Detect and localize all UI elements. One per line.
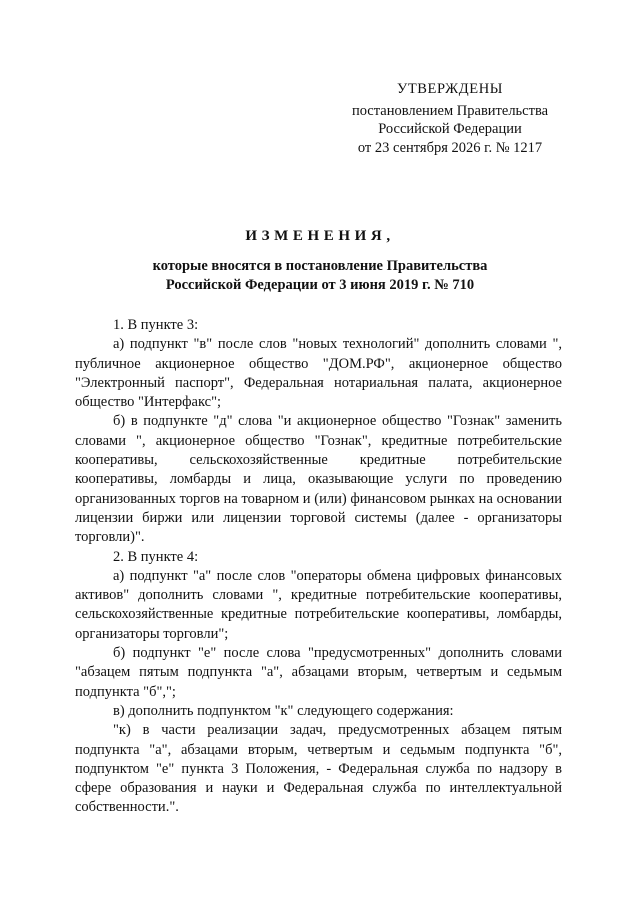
paragraph-subitem-1b: б) в подпункте "д" слова "и акционерное общество "Гознак" заменить словами ", акционерное общество "Гознак", кредитные потребительские кооперативы, сельскохозяйственные кредитные потребительские кооперативы, ломбарды и лица, оказывающие услуги по проведению организованных торгов на товарном и (или) финансовом рынках на основании лицензии биржи или лицензии торговой системы (далее - организаторы торговли)".	[75, 413, 562, 546]
document-subtitle	[0, 257, 640, 294]
document-heading	[0, 227, 640, 294]
paragraph-item-2: 2. В пункте 4:	[113, 548, 199, 565]
paragraph-subitem-1a: а) подпункт "в" после слов "новых технологий" дополнить словами ", публичное акционерное общество "ДОМ.РФ", акционерное общество "Электронный паспорт", Федеральная нотариальная палата, акционерное общество "Интерфакс";	[75, 336, 562, 411]
approval-line-2: Российской Федерации	[378, 121, 522, 137]
subtitle-line-2: Российской Федерации от 3 июня 2019 г. № 710	[165, 276, 475, 293]
approval-line-3: от 23 сентября 2026 г. № 1217	[357, 139, 543, 156]
approval-word: УТВЕРЖДЕНЫ	[396, 81, 504, 97]
approval-line-1: постановлением Правительства	[351, 102, 549, 119]
paragraph-quoted-item-k: "к) в части реализации задач, предусмотренных абзацем пятым подпункта "а", абзацами вторым, четвертым и седьмым подпункта "б", подпунктом "е" пункта 3 Положения, - Федеральная служба по надзору в сфере образования и науки и Федеральная служба по интеллектуальной собственности.".	[75, 722, 562, 816]
subtitle-line-1: которые вносятся в постановление Правительства	[152, 258, 488, 274]
paragraph-subitem-2b: б) подпункт "е" после слова "предусмотренных" дополнить словами "абзацем пятым подпункта "а", абзацами вторым, четвертым и седьмым подпункта "б",";	[75, 645, 562, 700]
document-title: ИЗМЕНЕНИЯ,	[245, 228, 395, 244]
paragraph-item-1: 1. В пункте 3:	[113, 317, 199, 333]
paragraph-subitem-2a: а) подпункт "а" после слов "операторы обмена цифровых финансовых активов" дополнить словами ", кредитные потребительские кооперативы, сельскохозяйственные кредитные потребительские кооперативы, ломбарды, организаторы торговли";	[75, 567, 562, 642]
document-body	[75, 316, 562, 818]
approval-stamp	[330, 80, 570, 157]
paragraph-subitem-2c: в) дополнить подпунктом "к" следующего содержания:	[113, 702, 454, 719]
